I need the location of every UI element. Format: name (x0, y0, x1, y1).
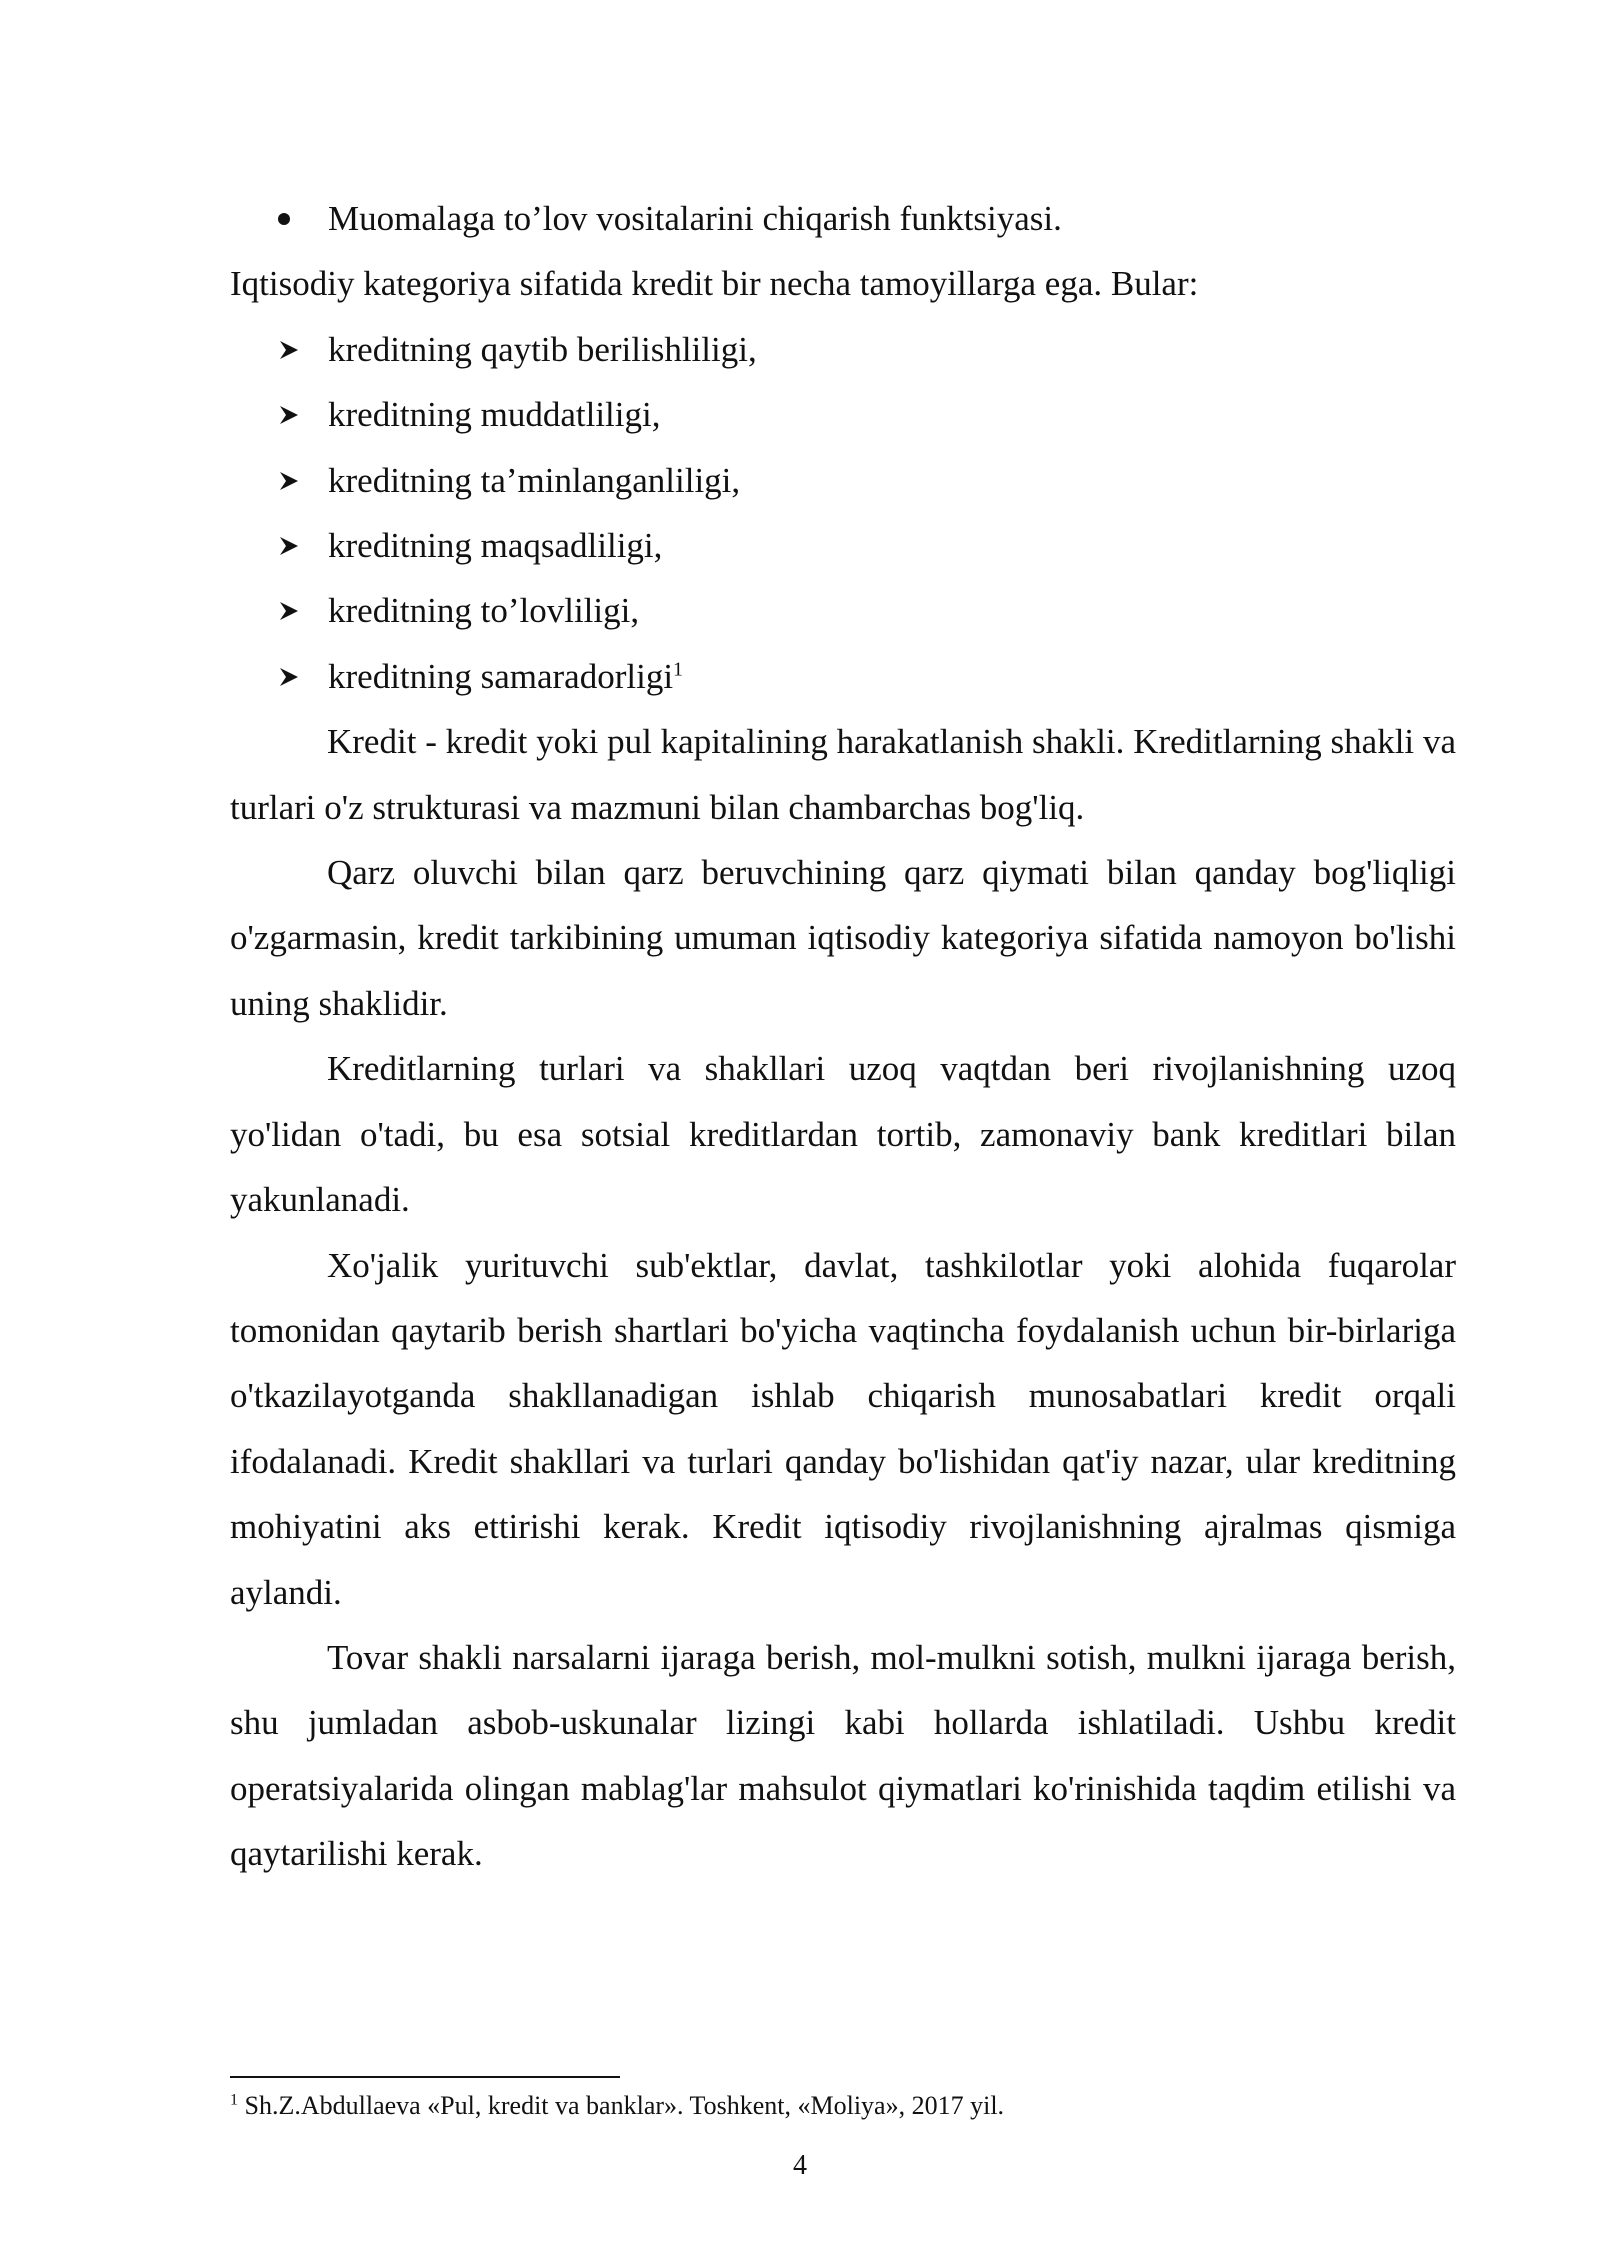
arrow-bullet-icon (278, 535, 300, 557)
footnote-separator (230, 2076, 620, 2078)
principle-item (230, 578, 1456, 643)
principle-item (230, 644, 1456, 709)
bullet-disc-icon (278, 213, 290, 225)
principle-text: kreditning to’lovliligi, (328, 591, 640, 631)
arrow-bullet-icon (278, 404, 300, 426)
principle-text: kreditning ta’minlanganliligi, (328, 460, 741, 500)
principle-text: kreditning muddatliligi, (328, 395, 661, 435)
footnote-reference[interactable]: 1 (673, 658, 684, 681)
principles-intro: Iqtisodiy kategoriya sifatida kredit bir necha tamoyillarga ega. Bular: (230, 264, 1199, 304)
principle-text-value: kreditning samaradorligi (328, 656, 674, 696)
principle-item (230, 382, 1456, 447)
body-text (230, 186, 1456, 1887)
footnote-mark: 1 (230, 2091, 238, 2109)
principle-item (230, 448, 1456, 513)
footnote-text: Sh.Z.Abdullaeva «Pul, kredit va banklar». Toshkent, «Moliya», 2017 yil. (238, 2091, 1005, 2120)
arrow-bullet-icon (278, 600, 300, 622)
paragraph: Qarz oluvchi bilan qarz beruvchining qarz qiymati bilan qanday bog'liqligi o'zgarmasin, kredit tarkibining umuman iqtisodiy kategoriya sifatida namoyon bo'lishi uning shaklidir. (230, 853, 1456, 1023)
paragraph: Kreditlarning turlari va shakllari uzoq vaqtdan beri rivojlanishning uzoq yo'lidan o'tadi, bu esa sotsial kreditlardan tortib, zamonaviy bank kreditlari bilan yakunlanadi. (230, 1049, 1456, 1220)
paragraph: Tovar shakli narsalarni ijaraga berish, mol-mulkni sotish, mulkni ijaraga berish, shu jumladan asbob-uskunalar lizingi kabi hollarda ishlatiladi. Ushbu kredit operatsiyalarida olingan mablag'lar mahsulot qiymatlari ko'rinishida taqdim etilishi va qaytarilishi kerak. (230, 1637, 1456, 1874)
arrow-bullet-icon (278, 470, 300, 492)
principle-text: kreditning qaytib berilishliligi, (328, 329, 757, 369)
page-number: 4 (793, 2150, 807, 2181)
list-item-text: Muomalaga to’lov vositalarini chiqarish funktsiyasi. (328, 199, 1062, 238)
principle-item (230, 317, 1456, 382)
paragraph: Kredit - kredit yoki pul kapitalining harakatlanish shakli. Kreditlarning shakli va turlari o'z strukturasi va mazmuni bilan chambarchas bog'liq. (230, 722, 1456, 827)
list-item (230, 186, 1456, 251)
principle-text: kreditning maqsadliligi, (328, 526, 663, 566)
arrow-bullet-icon (278, 666, 300, 688)
arrow-bullet-icon (278, 339, 300, 361)
principle-item (230, 513, 1456, 578)
principle-text (280, 657, 683, 696)
footnote (230, 2088, 1456, 2124)
paragraph: Xo'jalik yurituvchi sub'ektlar, davlat, tashkilotlar yoki alohida fuqarolar tomonidan qaytarib berish shartlari bo'yicha vaqtincha foydalanish uchun bir-birlariga o'tkazilayotganda shakllanadigan ishlab chiqarish munosabatlari kredit orqali ifodalanadi. Kredit shakllari va turlari qanday bo'lishidan qat'iy nazar, ular kreditning mohiyatini aks ettirishi kerak. Kredit iqtisodiy rivojlanishning ajralmas qismiga aylandi. (230, 1245, 1456, 1612)
